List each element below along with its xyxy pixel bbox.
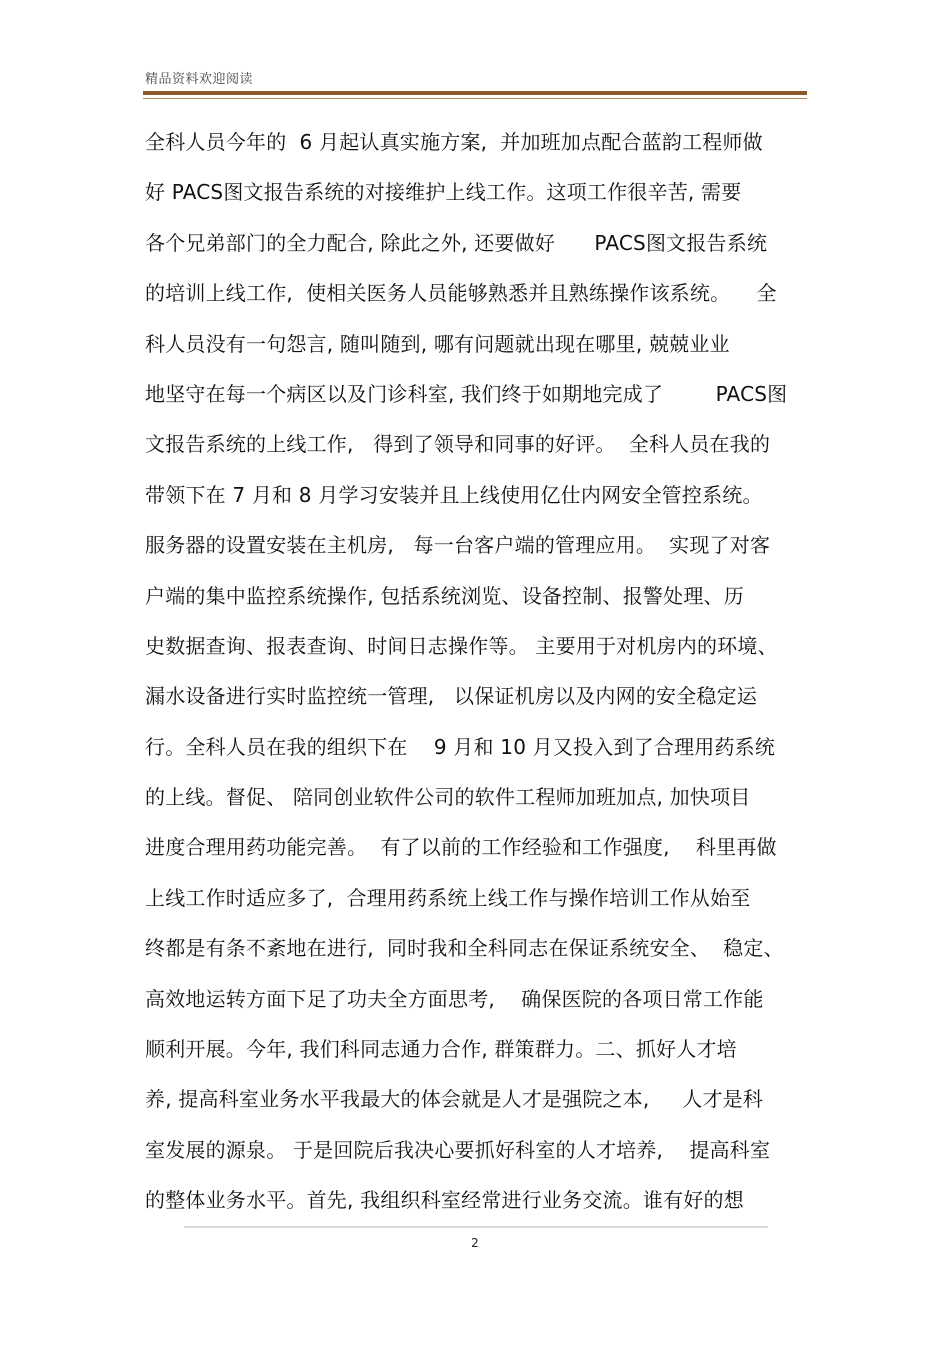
body-line: 科人员没有一句怨言, 随叫随到, 哪有问题就出现在哪里, 兢兢业业 (145, 331, 730, 356)
body-text (145, 124, 810, 1233)
body-line: 行。全科人员在我的组织下在 9 月和 10 月又投入到了合理用药系统 (145, 734, 776, 759)
body-line: 全科人员今年的 6 月起认真实施方案, 并加班加点配合蓝韵工程师做 (145, 130, 763, 154)
body-line: 史数据查询、报表查询、时间日志操作等。 主要用于对机房内的环境、 (145, 633, 778, 658)
body-line: 顺利开展。今年, 我们科同志通力合作, 群策群力。二、抓好人才培 (145, 1037, 737, 1062)
body-line: 各个兄弟部门的全力配合, 除此之外, 还要做好 PACS图文报告系统 (145, 230, 768, 255)
footer-divider (184, 1226, 768, 1228)
body-line: 上线工作时适应多了, 合理用药系统上线工作与操作培训工作从始至 (145, 885, 751, 910)
body-line: 室发展的源泉。 于是回院后我决心要抓好科室的人才培养, 提高科室 (145, 1137, 771, 1162)
body-line: 漏水设备进行实时监控统一管理, 以保证机房以及内网的安全稳定运 (145, 684, 758, 709)
body-line: 养, 提高科室业务水平我最大的体会就是人才是强院之本, 人才是科 (145, 1087, 764, 1112)
header-title: 精品资料欢迎阅读 (145, 72, 254, 87)
header-divider-thin (143, 98, 807, 99)
body-line: 好 PACS图文报告系统的对接维护上线工作。这项工作很辛苦, 需要 (145, 180, 742, 205)
body-line: 的培训上线工作, 使相关医务人员能够熟悉并且熟练操作该系统。 全 (145, 281, 777, 306)
body-line: 的上线。督促、 陪同创业软件公司的软件工程师加班加点, 加快项目 (145, 785, 751, 810)
header-divider-thick (143, 91, 807, 95)
body-line: 户端的集中监控系统操作, 包括系统浏览、设备控制、报警处理、历 (145, 583, 744, 608)
body-line: 进度合理用药功能完善。 有了以前的工作经验和工作强度, 科里再做 (145, 835, 777, 860)
body-line: 带领下在 7 月和 8 月学习安装并且上线使用亿仕内网安全管控系统。 (145, 482, 763, 507)
page-number: 2 (471, 1236, 479, 1250)
body-line: 地坚守在每一个病区以及门诊科室, 我们终于如期地完成了 PACS图 (145, 381, 788, 406)
body-line: 的整体业务水平。首先, 我组织科室经常进行业务交流。谁有好的想 (145, 1188, 744, 1213)
body-line: 服务器的设置安装在主机房, 每一台客户端的管理应用。 实现了对客 (145, 533, 771, 558)
body-line: 文报告系统的上线工作, 得到了领导和同事的好评。 全科人员在我的 (145, 432, 771, 457)
body-line: 终都是有条不紊地在进行, 同时我和全科同志在保证系统安全、 稳定、 (145, 936, 784, 961)
body-line: 高效地运转方面下足了功夫全方面思考, 确保医院的各项日常工作能 (145, 986, 764, 1011)
